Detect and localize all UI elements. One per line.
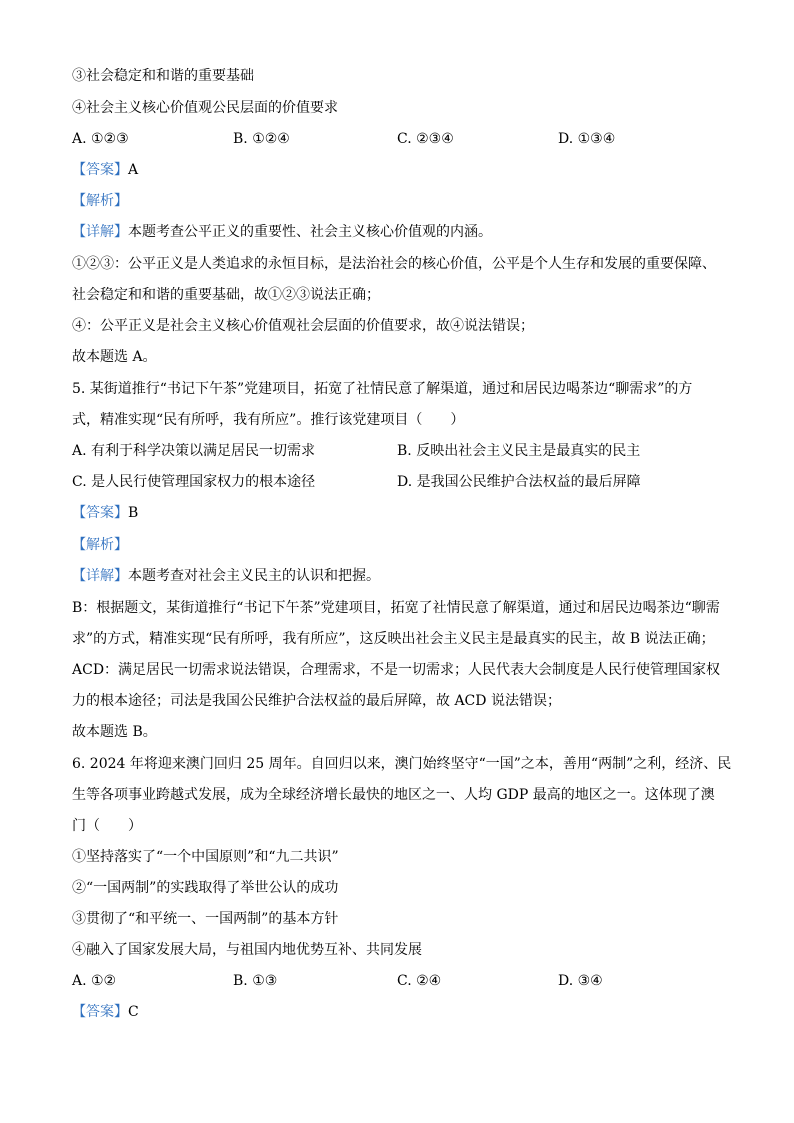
q5-detail: [72, 566, 722, 586]
detail-tag: 【详解】: [72, 224, 128, 240]
q5-explanation-2b: 力的根本途径；司法是我国公民维护合法权益的最后屏障，故 ACD 说法错误；: [72, 693, 561, 709]
q5-conclusion: 故本题选 B。: [72, 724, 157, 740]
q5-explanation-2a: ACD：满足居民一切需求说法错误，合理需求，不是一切需求；人民代表大会制度是人民行使管理国家权: [72, 662, 721, 678]
q5-explanation-1a: B：根据题文，某街道推行“书记下午茶”党建项目，拓宽了社情民意了解渠道，通过和居民边喝茶边“聊需: [72, 600, 720, 616]
answer-value: C: [128, 1004, 139, 1020]
q6-option-b: B. ①③: [233, 973, 278, 989]
q4-option-b: B. ①②④: [233, 131, 290, 147]
q6-stem-3: 门（ ）: [72, 818, 142, 834]
detail-text: 本题考查对社会主义民主的认识和把握。: [128, 568, 380, 584]
q6-answer: [72, 1002, 722, 1022]
q6-stem-2: 生等各项事业跨越式发展，成为全球经济增长最快的地区之一、人均 GDP 最高的地区之一。这体现了澳: [72, 787, 715, 803]
q4-item-3: ③社会稳定和和谐的重要基础: [72, 68, 254, 84]
q6-stem-1: 6. 2024 年将迎来澳门回归 25 周年。自回归以来，澳门始终坚守“一国”之本，善用“两制”之利，经济、民: [72, 756, 732, 772]
q4-item-4: ④社会主义核心价值观公民层面的价值要求: [72, 100, 338, 116]
analysis-tag: 【解析】: [72, 537, 128, 553]
q4-option-d: D. ①③④: [558, 131, 616, 147]
q6-option-a: A. ①②: [72, 973, 117, 989]
q5-stem-1: 5. 某街道推行“书记下午茶”党建项目，拓宽了社情民意了解渠道，通过和居民边喝茶边“聊需求”的方: [72, 381, 693, 397]
q6-item-4: ④融入了国家发展大局，与祖国内地优势互补、共同发展: [72, 942, 422, 958]
q5-explanation-1b: 求”的方式，精准实现“民有所呼，我有所应”，这反映出社会主义民主是最真实的民主，故 B 说法正确；: [72, 631, 715, 647]
q6-item-1: ①坚持落实了“一个中国原则”和“九二共识”: [72, 849, 339, 865]
answer-value: B: [128, 505, 139, 521]
detail-text: 本题考查公平正义的重要性、社会主义核心价值观的内涵。: [128, 224, 492, 240]
q4-explanation-2: ④：公平正义是社会主义核心价值观社会层面的价值要求，故④说法错误；: [72, 318, 534, 334]
answer-tag: 【答案】: [72, 1004, 128, 1020]
q6-item-3: ③贯彻了“和平统一、一国两制”的基本方针: [72, 911, 339, 927]
q6-item-2: ②“一国两制”的实践取得了举世公认的成功: [72, 880, 339, 896]
q4-option-c: C. ②③④: [397, 131, 454, 147]
q5-option-d: D. 是我国公民维护合法权益的最后屏障: [397, 474, 641, 490]
analysis-tag: 【解析】: [72, 193, 128, 209]
q4-analysis: [72, 191, 722, 211]
q6-option-c: C. ②④: [397, 973, 442, 989]
q5-answer: [72, 503, 722, 523]
q4-conclusion: 故本题选 A。: [72, 349, 157, 365]
answer-value: A: [128, 162, 139, 178]
q4-detail: [72, 222, 722, 242]
q5-option-c: C. 是人民行使管理国家权力的根本途径: [72, 474, 316, 490]
q5-option-b: B. 反映出社会主义民主是最真实的民主: [397, 443, 641, 459]
q5-analysis: [72, 535, 722, 555]
detail-tag: 【详解】: [72, 568, 128, 584]
q4-answer: [72, 160, 722, 180]
q6-option-d: D. ③④: [558, 973, 603, 989]
answer-tag: 【答案】: [72, 162, 128, 178]
q5-stem-2: 式，精准实现“民有所呼，我有所应”。推行该党建项目（ ）: [72, 412, 465, 428]
answer-tag: 【答案】: [72, 505, 128, 521]
q4-explanation-1b: 社会稳定和和谐的重要基础，故①②③说法正确；: [72, 287, 380, 303]
q4-explanation-1a: ①②③：公平正义是人类追求的永恒目标，是法治社会的核心价值，公平是个人生存和发展的重要保障、: [72, 256, 716, 272]
q4-option-a: A. ①②③: [72, 131, 129, 147]
q5-option-a: A. 有利于科学决策以满足居民一切需求: [72, 443, 316, 459]
